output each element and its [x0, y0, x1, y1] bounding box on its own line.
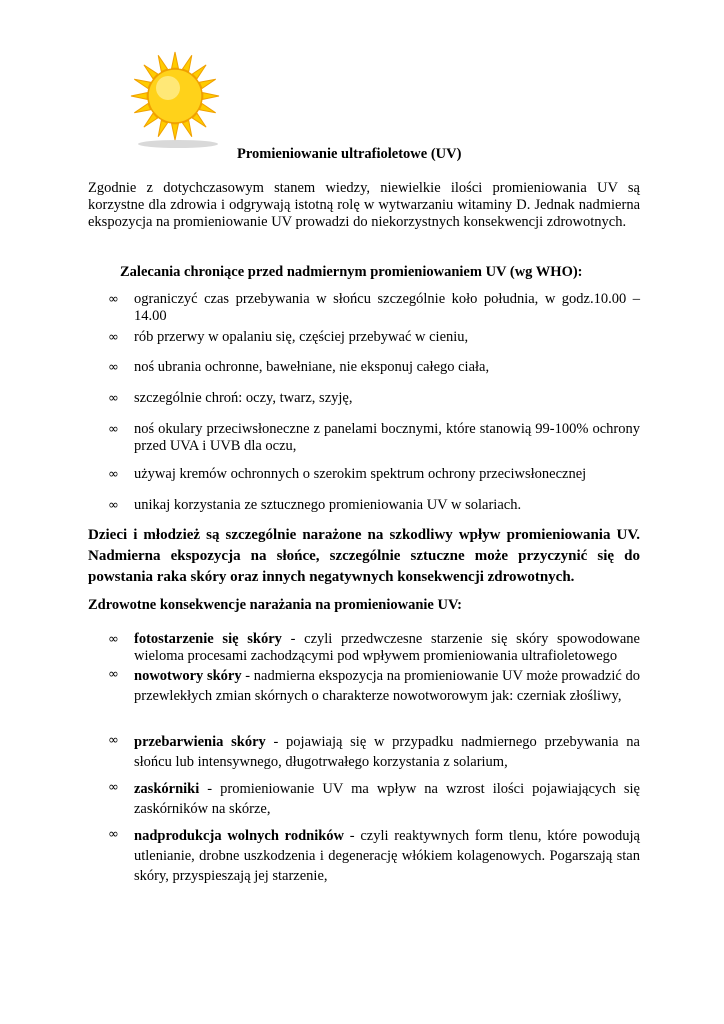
sun-shadow: [138, 140, 218, 148]
term: fotostarzenie się skóry: [134, 631, 282, 647]
sun-ray: [158, 120, 167, 136]
document-title: Promieniowanie ultrafioletowe (UV): [237, 146, 462, 162]
list-item: [108, 329, 640, 346]
term: nowotwory skóry: [134, 668, 242, 684]
term-description: - promieniowanie UV ma wpływ na wzrost ilości pojawiających się zaskórników na skórze,: [134, 781, 640, 817]
sun-ray: [172, 52, 179, 68]
list-item: [108, 732, 640, 772]
list-item: [108, 779, 640, 819]
term: przebarwienia skóry: [134, 734, 266, 750]
sun-ray: [199, 104, 215, 113]
infinity-bullet-icon: ∞: [108, 292, 119, 307]
term-description: - czyli reaktywnych form tlenu, które powodują utlenianie, drobne uszkodzenia i degenerację włókiem kolagenowych. Pogarszają stan skóry, przyspieszają jej starzenie,: [134, 828, 640, 884]
list-item-text: noś ubrania ochronne, bawełniane, nie eksponuj całego ciała,: [134, 359, 490, 375]
term: zaskórniki: [134, 781, 200, 797]
list-item: [108, 421, 640, 455]
sun-ray: [199, 79, 215, 88]
infinity-bullet-icon: ∞: [108, 391, 119, 406]
infinity-bullet-icon: ∞: [108, 827, 119, 842]
sun-highlight: [156, 76, 180, 100]
list-item: [108, 390, 640, 407]
infinity-bullet-icon: ∞: [108, 667, 119, 682]
sun-illustration: [130, 46, 220, 150]
list-item-text: używaj kremów ochronnych o szerokim spektrum ochrony przeciwsłonecznej: [134, 466, 587, 482]
intro-paragraph: Zgodnie z dotychczasowym stanem wiedzy, niewielkie ilości promieniowania UV są korzystne dla zdrowia i odgrywają istotną rolę w wytwarzaniu witaminy D. Jednak nadmierna ekspozycja na promieniowanie UV prowadzi do niekorzystnych konsekwencji zdrowotnych.: [88, 180, 640, 230]
list-item: [108, 631, 640, 665]
list-item-text: ograniczyć czas przebywania w słońcu szczególnie koło południa, w godz.10.00 – 14.00: [134, 291, 640, 324]
list-item: [108, 291, 640, 325]
warning-paragraph: Dzieci i młodzież są szczególnie narażone na szkodliwy wpływ promieniowania UV. Nadmierna ekspozycja na słońce, szczególnie sztuczne może przyczynić się do powstania raka skóry oraz innych negatywnych konsekwencji zdrowotnych.: [88, 527, 640, 585]
sun-ray: [131, 93, 147, 100]
sun-ray: [203, 93, 219, 100]
sun-ray: [134, 79, 150, 88]
list-item-text: noś okulary przeciwsłoneczne z panelami bocznymi, które stanowią 99-100% ochrony przed UVA i UVB dla oczu,: [134, 421, 640, 454]
term: nadprodukcja wolnych rodników: [134, 828, 345, 844]
list-item-text: [134, 666, 640, 706]
sun-ray: [134, 104, 150, 113]
list-item: [108, 466, 640, 483]
infinity-bullet-icon: ∞: [108, 780, 119, 795]
list-item-text: szczególnie chroń: oczy, twarz, szyję,: [134, 390, 353, 406]
list-item-text: unikaj korzystania ze sztucznego promieniowania UV w solariach.: [134, 497, 522, 513]
term-description: - nadmierna ekspozycja na promieniowanie UV może prowadzić do przewlekłych zmian skórnych o charakterze nowotworowym jak: czerniak złośliwy,: [134, 668, 640, 704]
list-item: [108, 666, 640, 706]
list-item-text: [134, 732, 640, 772]
list-item-text: rób przerwy w opalaniu się, częściej przebywać w cieniu,: [134, 329, 469, 345]
recommendations-heading: Zalecania chroniące przed nadmiernym promieniowaniem UV (wg WHO):: [120, 264, 583, 280]
list-item-text: [134, 826, 640, 886]
sun-ray: [183, 55, 192, 71]
infinity-bullet-icon: ∞: [108, 733, 119, 748]
list-item-text: [134, 631, 640, 665]
infinity-bullet-icon: ∞: [108, 498, 119, 513]
sun-ray: [158, 55, 167, 71]
consequences-heading: Zdrowotne konsekwencje narażania na promieniowanie UV:: [88, 597, 462, 613]
infinity-bullet-icon: ∞: [108, 330, 119, 345]
infinity-bullet-icon: ∞: [108, 360, 119, 375]
infinity-bullet-icon: ∞: [108, 467, 119, 482]
sun-ray: [172, 124, 179, 140]
term-description: - pojawiają się w przypadku nadmiernego przebywania na słońcu lub intensywnego, długotrwałego korzystania z solarium,: [134, 734, 640, 770]
infinity-bullet-icon: ∞: [108, 632, 119, 647]
sun-ray: [183, 120, 192, 136]
list-item: [108, 359, 640, 376]
term-description: - czyli przedwczesne starzenie się skóry spowodowane wieloma procesami zachodzącymi pod wpływem promieniowania ultrafioletowego: [134, 631, 640, 664]
infinity-bullet-icon: ∞: [108, 422, 119, 437]
list-item-text: [134, 779, 640, 819]
list-item: [108, 826, 640, 886]
list-item: [108, 497, 640, 514]
